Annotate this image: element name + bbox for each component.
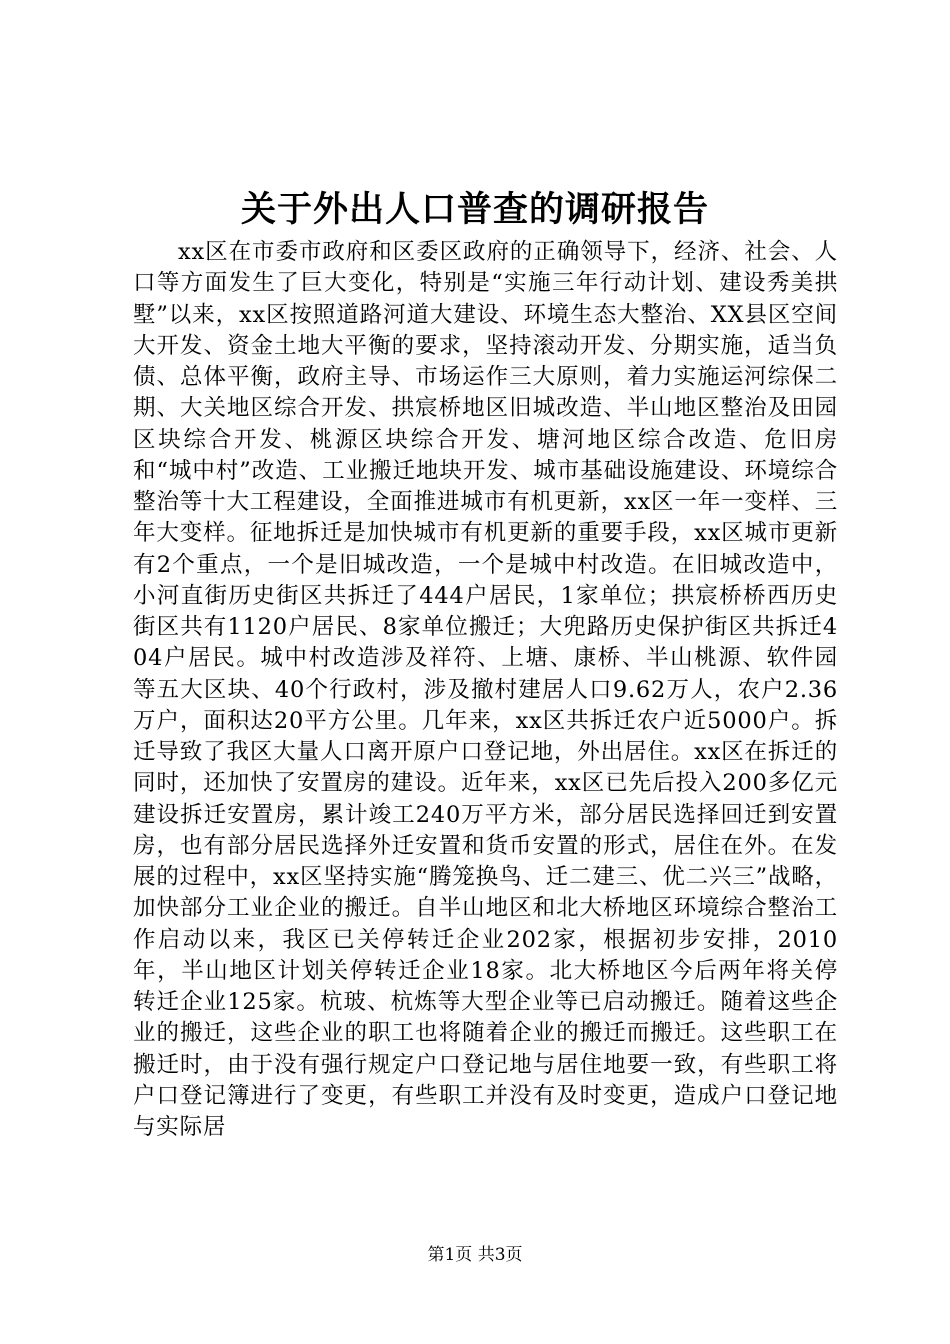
document-title: 关于外出人口普查的调研报告 [240, 189, 709, 230]
body-paragraph: xx区在市委市政府和区委区政府的正确领导下，经济、社会、人口等方面发生了巨大变化，特别是“实施三年行动计划、建设秀美拱墅”以来，xx区按照道路河道大建设、环境生态大整治、XX县区空间大开发、资金土地大平衡的要求，坚持滚动开发、分期实施，适当负债、总体平衡，政府主导、市场运作三大原则，着力实施运河综保二期、大关地区综合开发、拱宸桥地区旧城改造、半山地区整治及田园区块综合开发、桃源区块综合开发、塘河地区综合改造、危旧房和“城中村”改造、工业搬迁地块开发、城市基础设施建设、环境综合整治等十大工程建设，全面推进城市有机更新，xx区一年一变样、三年大变样。征地拆迁是加快城市有机更新的重要手段，xx区城市更新有2个重点，一个是旧城改造，一个是城中村改造。在旧城改造中，小河直街历史街区共拆迁了444户居民，1家单位；拱宸桥桥西历史街区共有1120户居民、8家单位搬迁；大兜路历史保护街区共拆迁404户居民。城中村改造涉及祥符、上塘、康桥、半山桃源、软件园等五大区块、40个行政村，涉及撤村建居人口9.62万人，农户2.36万户，面积达20平方公里。几年来，xx区共拆迁农户近5000户。拆迁导致了我区大量人口离开原户口登记地，外出居住。xx区在拆迁的同时，还加快了安置房的建设。近年来，xx区已先后投入200多亿元建设拆迁安置房，累计竣工240万平方米，部分居民选择回迁到安置房，也有部分居民选择外迁安置和货币安置的形式，居住在外。在发展的过程中，xx区坚持实施“腾笼换鸟、迁二建三、优二兴三”战略，加快部分工业企业的搬迁。自半山地区和北大桥地区环境综合整治工作启动以来，我区已关停转迁企业202家，根据初步安排，2010年，半山地区计划关停转迁企业18家。北大桥地区今后两年将关停转迁企业125家。杭玻、杭炼等大型企业等已启动搬迁。随着这些企业的搬迁，这些企业的职工也将随着企业的搬迁而搬迁。这些职工在搬迁时，由于没有强行规定户口登记地与居住地要一致，有些职工将户口登记簿进行了变更，有些职工并没有及时变更，造成户口登记地与实际居 [133, 239, 838, 1140]
page-number-footer: 第1页 共3页 [427, 1245, 523, 1265]
